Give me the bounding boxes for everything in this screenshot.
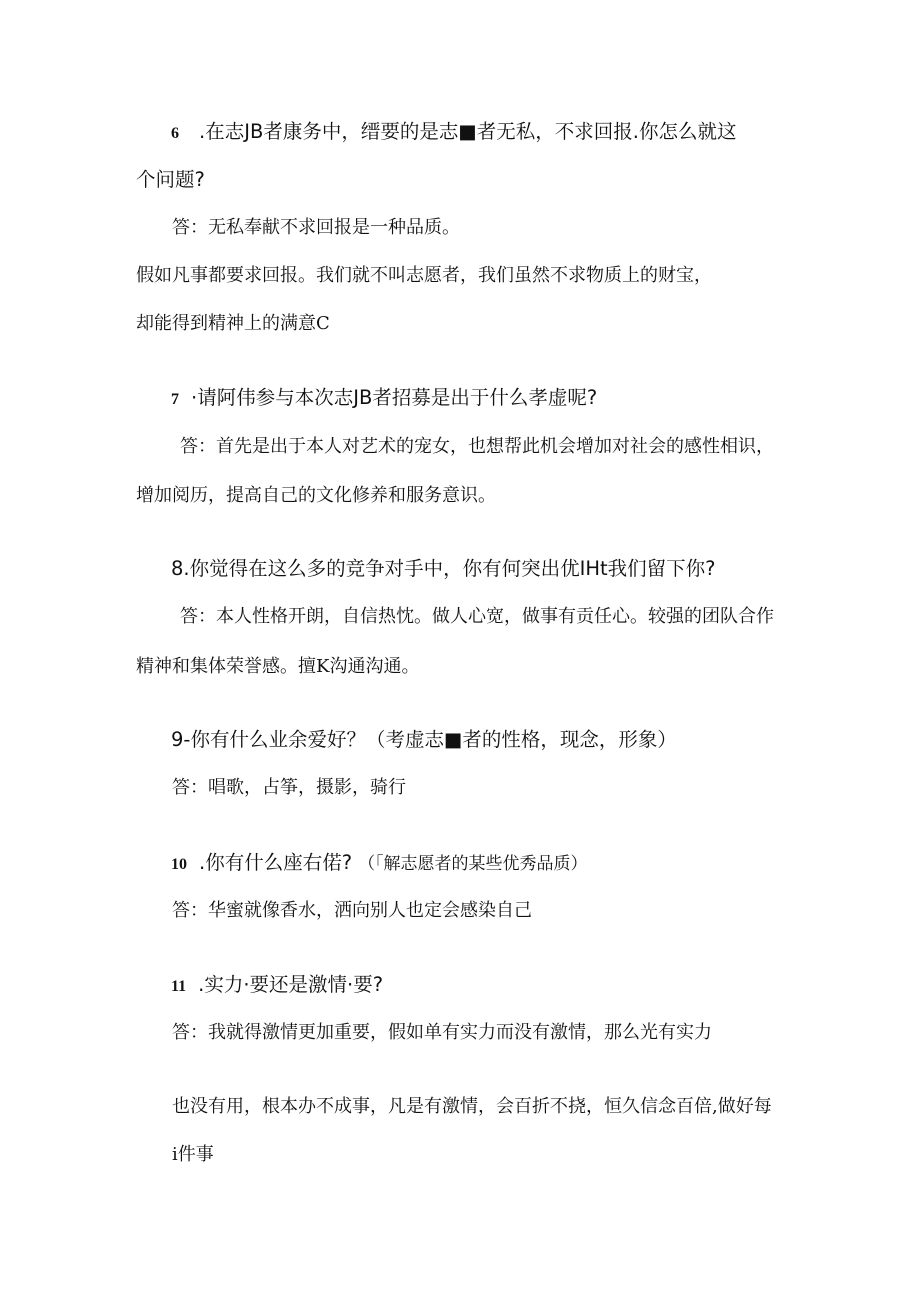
answer-6-line-1: 答：无私奉献不求回报是一种品质。	[172, 217, 460, 238]
question-8-line: 8.你觉得在这么多的竞争对手中，你有何突出优IHt我们留下你?	[171, 557, 716, 580]
answer-10: 答：华蜜就像香水，洒向别人也定会感染自己	[172, 900, 532, 921]
answer-11-line-1: 答：我就得激情更加重要，假如单有实力而没有激情，那么光有实力	[172, 1022, 712, 1043]
question-7-line	[171, 388, 597, 408]
question-10-number: 10	[171, 856, 187, 873]
question-9-line: 9-你有什么业余爱好？（考虚志■者的性格，现念，形象）	[171, 728, 677, 751]
answer-9: 答：唱歌，占筝，摄影，骑行	[172, 777, 406, 798]
question-6-number: 6	[171, 125, 179, 142]
answer-6-line-3: 却能得到精神上的满意C	[136, 313, 330, 334]
question-10-line	[171, 853, 588, 873]
question-7-number: 7	[171, 391, 179, 408]
answer-7-line-2: 增加阅历，提高自己的文化修养和服务意识。	[136, 485, 496, 506]
question-6-line-1	[171, 122, 736, 142]
answer-7-line-1: 答：首先是出于本人对艺术的宠女，也想帮此机会增加对社会的感性相识，	[180, 436, 774, 457]
question-11-number: 11	[171, 978, 187, 995]
question-11-line	[171, 975, 383, 995]
answer-11-line-2: 也没有用，根本办不成事，凡是有激情，会百折不挠，恒久信念百倍,做好每	[172, 1096, 772, 1117]
question-6-text: .在志JB者康务中，缙要的是志■者无私，不求回报.你怎么就这	[199, 120, 737, 143]
question-11-text: .实力·要还是激情·要?	[198, 973, 384, 996]
answer-8-line-2: 精神和集体荣誉感。擅K沟通沟通。	[136, 656, 420, 677]
question-10-note: （「解志愿者的某些优秀品质）	[358, 854, 588, 874]
answer-11-line-3: i件事	[172, 1144, 214, 1165]
answer-6-line-2: 假如凡事都要求回报。我们就不叫志愿者，我们虽然不求物质上的财宝，	[136, 265, 712, 286]
question-10-text: .你有什么座右偌?	[199, 851, 353, 874]
answer-8-line-1: 答：本人性格开朗，自信热忱。做人心宽，做事有贡任心。较强的团队合作	[180, 606, 774, 627]
question-6-line-2: 个问题?	[136, 168, 205, 191]
question-7-text: ·请阿伟参与本次志JB者招募是出于什么孝虚呢?	[191, 386, 598, 409]
